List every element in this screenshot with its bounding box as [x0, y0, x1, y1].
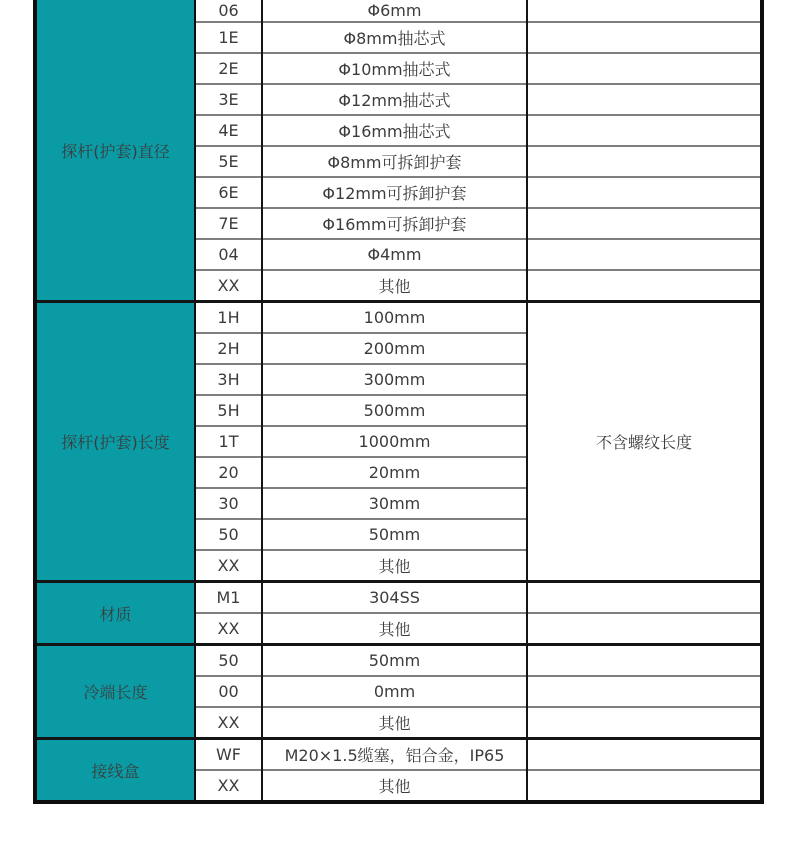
- description-cell: 50mm: [262, 645, 527, 677]
- code-cell: 00: [195, 676, 262, 707]
- description-cell: 50mm: [262, 519, 527, 550]
- code-cell: 20: [195, 457, 262, 488]
- note-cell-empty: [527, 115, 762, 146]
- description-cell: Φ12mm可拆卸护套: [262, 177, 527, 208]
- description-cell: 其他: [262, 770, 527, 802]
- note-cell-empty: [527, 146, 762, 177]
- description-cell: Φ12mm抽芯式: [262, 84, 527, 115]
- description-cell: 其他: [262, 613, 527, 645]
- code-cell: 04: [195, 239, 262, 270]
- code-cell: M1: [195, 582, 262, 614]
- code-cell: 2E: [195, 53, 262, 84]
- description-cell: Φ16mm可拆卸护套: [262, 208, 527, 239]
- note-cell: 不含螺纹长度: [527, 302, 762, 582]
- note-cell-empty: [527, 613, 762, 645]
- table-row: [35, 0, 762, 22]
- description-cell: 300mm: [262, 364, 527, 395]
- code-cell: 5H: [195, 395, 262, 426]
- code-cell: 7E: [195, 208, 262, 239]
- description-cell: Φ10mm抽芯式: [262, 53, 527, 84]
- description-cell: Φ8mm抽芯式: [262, 22, 527, 53]
- description-cell: M20×1.5缆塞，铝合金，IP65: [262, 739, 527, 771]
- code-cell: 30: [195, 488, 262, 519]
- description-cell: 500mm: [262, 395, 527, 426]
- description-cell: 200mm: [262, 333, 527, 364]
- note-cell-empty: [527, 208, 762, 239]
- product-code-spec-table: [33, 0, 764, 804]
- note-cell-empty: [527, 582, 762, 614]
- description-cell: 100mm: [262, 302, 527, 334]
- note-cell-empty: [527, 239, 762, 270]
- description-cell: 30mm: [262, 488, 527, 519]
- spec-table-body: [35, 0, 762, 802]
- code-cell: 3H: [195, 364, 262, 395]
- description-cell: 其他: [262, 550, 527, 582]
- code-cell: WF: [195, 739, 262, 771]
- code-cell: 2H: [195, 333, 262, 364]
- code-cell: 6E: [195, 177, 262, 208]
- code-cell: 50: [195, 645, 262, 677]
- description-cell: Φ16mm抽芯式: [262, 115, 527, 146]
- code-cell: XX: [195, 550, 262, 582]
- code-cell: XX: [195, 770, 262, 802]
- description-cell: 20mm: [262, 457, 527, 488]
- note-cell-empty: [527, 0, 762, 22]
- table-row: [35, 645, 762, 677]
- description-cell: 0mm: [262, 676, 527, 707]
- note-cell-empty: [527, 770, 762, 802]
- description-cell: Φ6mm: [262, 0, 527, 22]
- code-cell: XX: [195, 613, 262, 645]
- table-row: [35, 739, 762, 771]
- note-cell-empty: [527, 84, 762, 115]
- note-cell-empty: [527, 177, 762, 208]
- category-cell: 材质: [35, 582, 195, 645]
- code-cell: 3E: [195, 84, 262, 115]
- code-cell: 5E: [195, 146, 262, 177]
- note-cell-empty: [527, 22, 762, 53]
- description-cell: 1000mm: [262, 426, 527, 457]
- description-cell: 304SS: [262, 582, 527, 614]
- table-row: [35, 582, 762, 614]
- note-cell-empty: [527, 739, 762, 771]
- code-cell: 4E: [195, 115, 262, 146]
- note-cell-empty: [527, 645, 762, 677]
- category-cell: 探杆(护套)长度: [35, 302, 195, 582]
- code-cell: 1E: [195, 22, 262, 53]
- note-cell-empty: [527, 270, 762, 302]
- description-cell: 其他: [262, 707, 527, 739]
- code-cell: 1H: [195, 302, 262, 334]
- note-cell-empty: [527, 707, 762, 739]
- note-cell-empty: [527, 676, 762, 707]
- category-cell: 探杆(护套)直径: [35, 0, 195, 302]
- note-cell-empty: [527, 53, 762, 84]
- description-cell: Φ8mm可拆卸护套: [262, 146, 527, 177]
- code-cell: 1T: [195, 426, 262, 457]
- table-row: [35, 302, 762, 334]
- code-cell: 06: [195, 0, 262, 22]
- category-cell: 接线盒: [35, 739, 195, 803]
- category-cell: 冷端长度: [35, 645, 195, 739]
- code-cell: XX: [195, 707, 262, 739]
- code-cell: XX: [195, 270, 262, 302]
- description-cell: Φ4mm: [262, 239, 527, 270]
- code-cell: 50: [195, 519, 262, 550]
- description-cell: 其他: [262, 270, 527, 302]
